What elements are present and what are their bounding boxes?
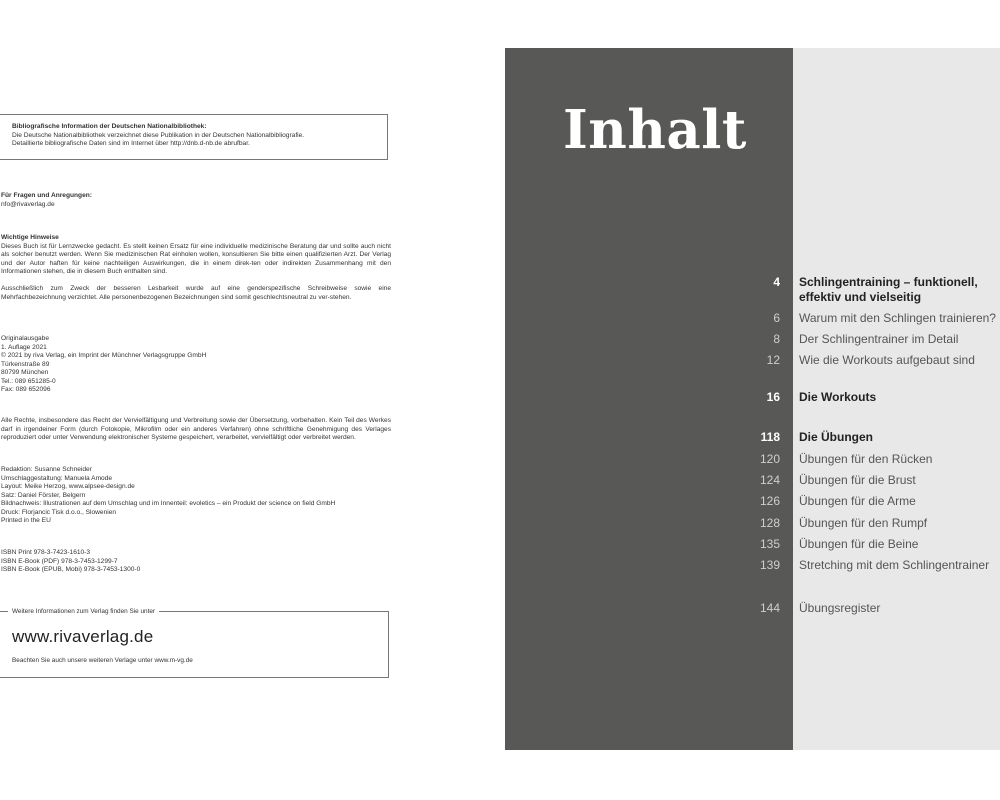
edition-line: 80799 München (1, 369, 49, 376)
credit-line: Redaktion: Susanne Schneider (1, 466, 92, 473)
credit-line: Druck: Florjancic Tisk d.o.o., Slowenien (1, 508, 117, 516)
toc-entry-title[interactable]: Übungen für den Rücken (799, 452, 933, 466)
questions-heading: Für Fragen und Anregungen: (1, 192, 92, 199)
toc-entry-title[interactable]: Übungen für die Arme (799, 494, 916, 508)
notes-block (1, 234, 391, 302)
edition-line: Fax: 089 652096 (1, 386, 51, 393)
edition-line: Tel.: 089 651285-0 (1, 377, 56, 385)
notes-heading: Wichtige Hinweise (1, 234, 59, 241)
toc-page-number: 4 (773, 275, 780, 289)
toc-entry-title[interactable]: Übungsregister (799, 601, 881, 615)
edition-line: © 2021 by riva Verlag, ein Imprint der Münchner Verlagsgruppe GmbH (1, 352, 207, 359)
isbn-line: ISBN E-Book (EPUB, Mobi) 978-3-7453-1300-0 (1, 566, 141, 573)
credit-line: Bildnachweis: Illustrationen auf dem Umschlag und im Innenteil: evoletics – ein Produkt der science on field GmbH (1, 500, 336, 507)
info-box-legend: Weitere Informationen zum Verlag finden Sie unter (8, 607, 159, 616)
toc-entry-title[interactable]: Übungen für den Rumpf (799, 516, 928, 530)
edition-line: Türkenstraße 89 (1, 360, 50, 368)
credit-line: Layout: Meike Herzog, www.alpsee-design.de (1, 483, 135, 490)
toc-page-number: 128 (759, 516, 780, 530)
toc-page-number: 120 (759, 452, 780, 466)
publisher-info-box (0, 608, 389, 678)
isbn-block (1, 549, 391, 575)
notes-paragraph-1: Dieses Buch ist für Lernzwecke gedacht. Es stellt keinen Ersatz für eine individuelle medizinische Beratung dar und sollte auch nicht als solcher benutzt werden. Wenn Sie medizinischen Rat einholen wollen, konsultieren Sie bitte einen qualifizierten Arzt. Der Verlag und der Autor haften für keine nachteiligen Auswirkungen, die in einem direk-ten oder indirekten Zusammenhang mit den Informationen stehen, die in diesem Buch enthalten sind. (1, 242, 391, 275)
bibliographic-info-box (0, 114, 388, 160)
toc-entry-title[interactable]: Der Schlingentrainer im Detail (799, 332, 959, 346)
biblio-line-1: Die Deutsche Nationalbibliothek verzeichnet diese Publikation in der Deutschen Nationalbibliografie. (12, 131, 305, 139)
toc-entry-title[interactable]: Die Übungen (799, 430, 873, 444)
credit-line: Printed in the EU (1, 517, 51, 524)
contents-title: Inhalt (563, 99, 747, 161)
toc-page-number: 16 (766, 390, 780, 404)
credit-line: Satz: Daniel Förster, Belgern (1, 491, 86, 499)
toc-page-number: 126 (759, 494, 780, 508)
edition-line: 1. Auflage 2021 (1, 343, 47, 351)
toc-entry-title[interactable]: Wie die Workouts aufgebaut sind (799, 353, 975, 367)
biblio-line-2: Detaillierte bibliografische Daten sind im Internet über http://dnb.d-nb.de abrufbar. (12, 140, 250, 148)
toc-entry-title[interactable]: Übungen für die Beine (799, 537, 919, 551)
rights-block (1, 417, 391, 443)
publisher-url[interactable]: www.rivaverlag.de (12, 627, 154, 646)
toc-page-number: 124 (759, 473, 780, 487)
toc-entry-title[interactable]: Warum mit den Schlingen trainieren? (799, 311, 996, 325)
toc-page-number: 135 (759, 537, 780, 551)
edition-block (1, 335, 391, 395)
isbn-line: ISBN E-Book (PDF) 978-3-7453-1299-7 (1, 557, 118, 565)
isbn-line: ISBN Print 978-3-7423-1610-3 (1, 549, 91, 556)
toc-entry-title[interactable]: Übungen für die Brust (799, 473, 916, 487)
contact-email[interactable]: nfo@rivaverlag.de (1, 200, 55, 208)
questions-block (1, 192, 391, 209)
publisher-note: Beachten Sie auch unsere weiteren Verlage unter www.m-vg.de (12, 657, 193, 664)
toc-page-number: 118 (760, 430, 780, 444)
toc-page-number: 12 (766, 353, 780, 367)
edition-line: Originalausgabe (1, 335, 50, 342)
toc-page-number: 139 (759, 558, 780, 572)
toc-entry-title[interactable]: Schlingentraining – funktionell, effektiv und vielseitig (799, 275, 978, 304)
toc-page-number: 8 (773, 332, 780, 346)
notes-paragraph-2: Ausschließlich zum Zweck der besseren Lesbarkeit wurde auf eine genderspezifische Schreibweise sowie eine Mehrfachbezeichnung verzichtet. Alle personenbezogenen Bezeichnungen sind somit geschlechtsneutral zu ver-stehen. (1, 285, 391, 301)
toc-entry-title[interactable]: Stretching mit dem Schlingentrainer (799, 558, 990, 572)
biblio-heading: Bibliografische Information der Deutschen Nationalbibliothek: (12, 123, 207, 130)
toc-entry-title[interactable]: Die Workouts (799, 390, 877, 404)
toc-page-number: 144 (759, 601, 780, 615)
rights-text: Alle Rechte, insbesondere das Recht der Vervielfältigung und Verbreitung sowie der Übersetzung, vorbehalten. Kein Teil des Werkes darf in irgendeiner Form (durch Fotokopie, Mikrofilm oder ein anderes Verfahren) ohne schriftliche Genehmigung des Verlages reproduziert oder unter Verwendung elektronischer Systeme gespeichert, verarbeitet, vervielfältigt oder verbreitet werden. (1, 417, 391, 441)
credits-block (1, 466, 391, 526)
toc-page-number: 6 (773, 311, 780, 325)
credit-line: Umschlaggestaltung: Manuela Amode (1, 474, 113, 482)
